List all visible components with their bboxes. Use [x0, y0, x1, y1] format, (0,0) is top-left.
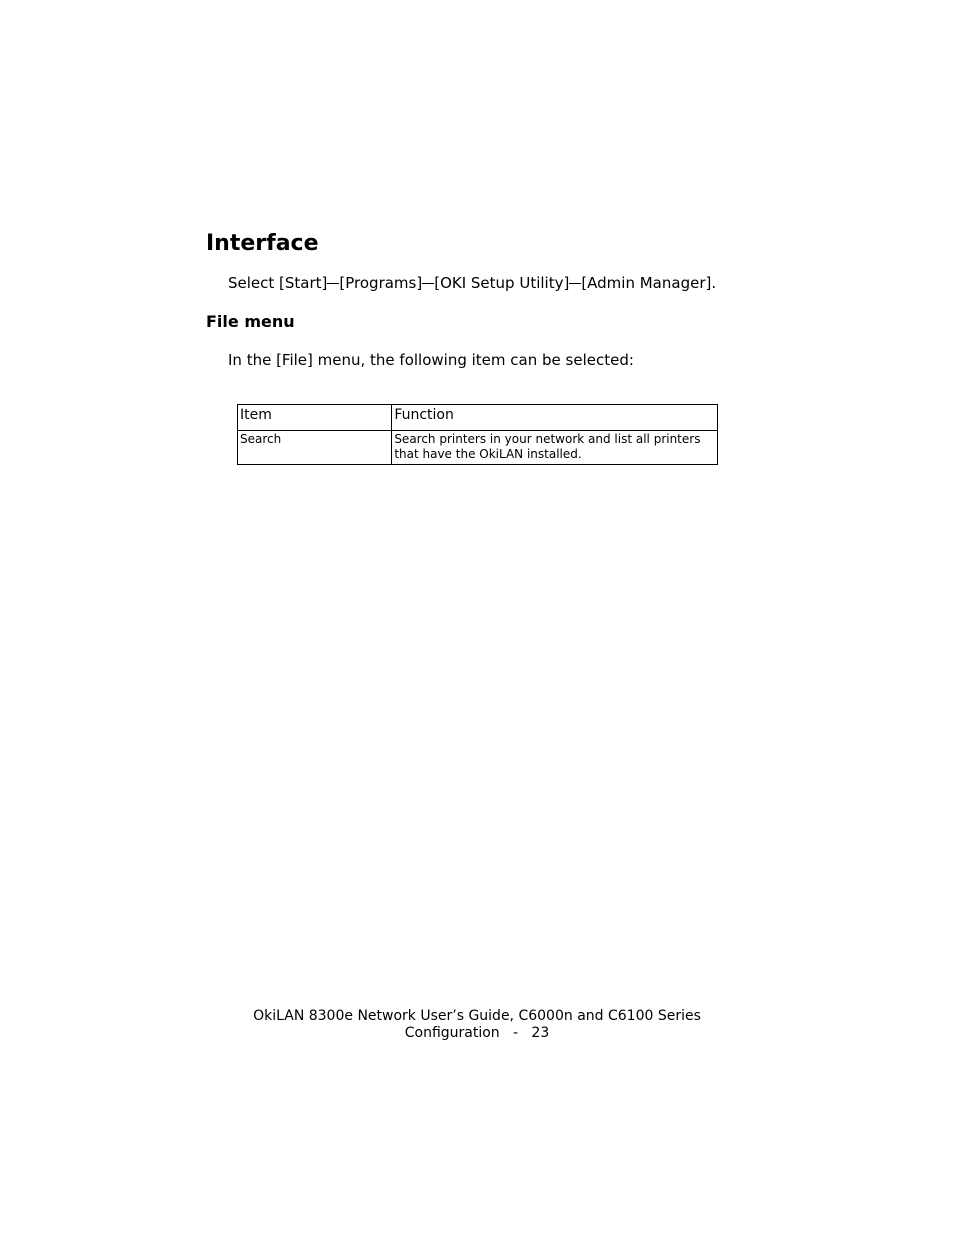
table-cell-function: Search printers in your network and list all printers that have the OkiLAN installed.: [392, 431, 718, 465]
menu-path-step-oki-setup-utility: [OKI Setup Utility]: [434, 274, 570, 292]
footer-guide-title: OkiLAN 8300e Network User’s Guide, C6000n and C6100 Series: [253, 1008, 701, 1024]
table-cell-item: Search: [238, 431, 392, 465]
arrow-separator-icon: [569, 275, 581, 289]
table-row: [238, 431, 718, 465]
page-title: Interface: [206, 231, 319, 256]
menu-path-step-programs: [Programs]: [339, 274, 423, 292]
instruction-suffix: .: [711, 274, 717, 292]
menu-path-step-admin-manager: [Admin Manager]: [581, 274, 712, 292]
footer-section-page: Configuration - 23: [404, 1025, 550, 1041]
instruction-prefix: Select: [228, 274, 280, 292]
section-title: File menu: [206, 312, 295, 331]
arrow-separator-icon: [422, 275, 434, 289]
column-header-function: Function: [392, 405, 718, 431]
section-intro: In the [File] menu, the following item can be selected:: [228, 351, 634, 369]
page-footer: [0, 1008, 954, 1042]
column-header-item: Item: [238, 405, 392, 431]
menu-path-instruction: [228, 272, 716, 294]
arrow-separator-icon: [327, 275, 339, 289]
menu-path-step-start: [Start]: [279, 274, 328, 292]
file-menu-table: [237, 404, 718, 465]
table-header-row: [238, 405, 718, 431]
